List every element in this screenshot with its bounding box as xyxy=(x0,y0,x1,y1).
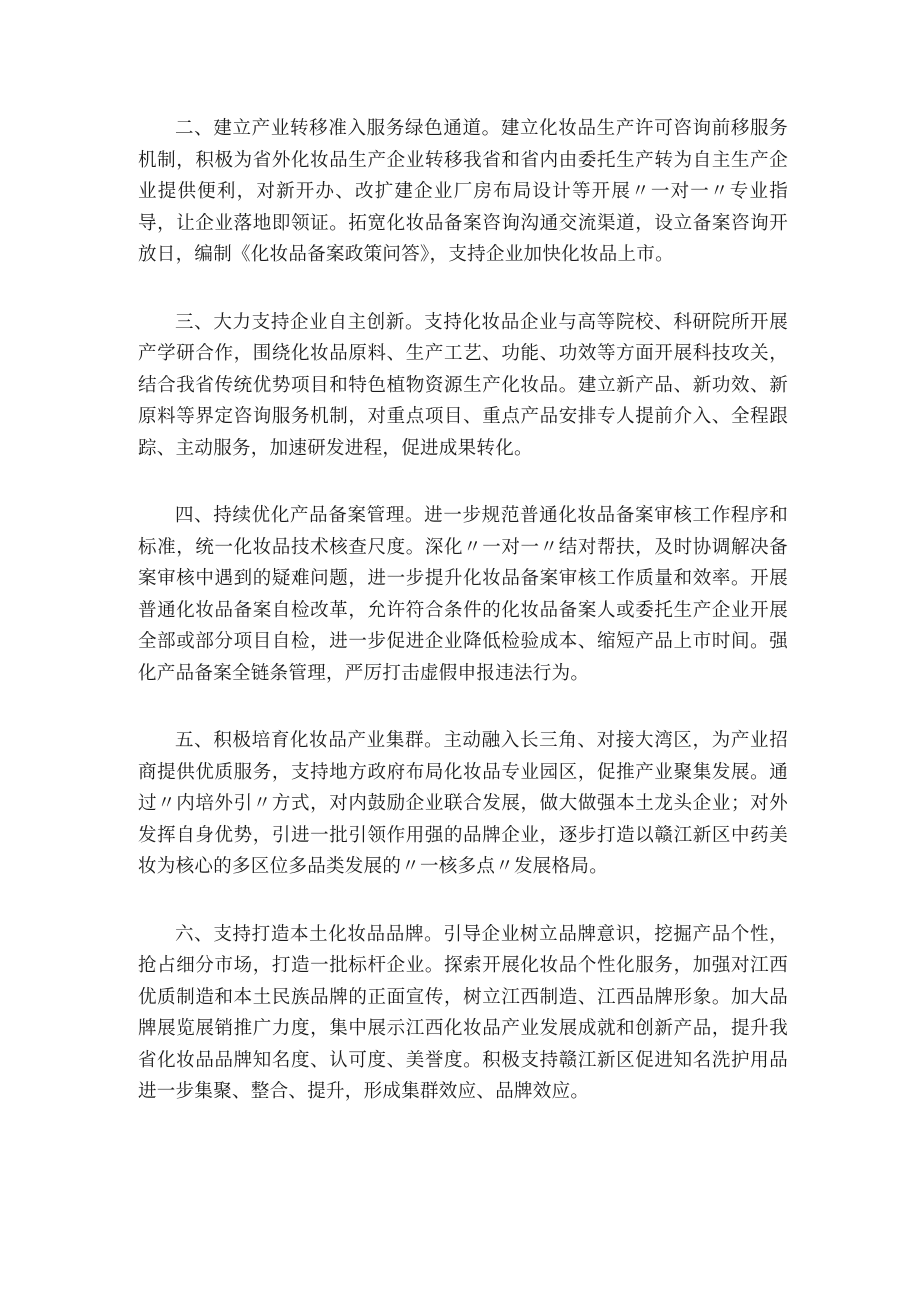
paragraph-local-brands: 六、支持打造本土化妆品品牌。引导企业树立品牌意识，挖掘产品个性，抢占细分市场，打造一批标杆企业。探索开展化妆品个性化服务，加强对江西优质制造和本土民族品牌的正面宣传，树立江西制造、江西品牌形象。加大品牌展览展销推广力度，集中展示江西化妆品产业发展成就和创新产品，提升我省化妆品品牌知名度、认可度、美誉度。积极支持赣江新区促进知名洗护用品进一步集聚、整合、提升，形成集群效应、品牌效应。 xyxy=(138,923,788,1102)
paragraph-green-channel: 二、建立产业转移准入服务绿色通道。建立化妆品生产许可咨询前移服务机制，积极为省外化妆品生产企业转移我省和省内由委托生产转为自主生产企业提供便利，对新开办、改扩建企业厂房布局设计等开展〃一对一〃专业指导，让企业落地即领证。拓宽化妆品备案咨询沟通交流渠道，设立备案咨询开放日，编制《化妆品备案政策问答》，支持企业加快化妆品上市。 xyxy=(138,118,788,265)
document-page xyxy=(138,113,788,1108)
paragraph-filing-management: 四、持续优化产品备案管理。进一步规范普通化妆品备案审核工作程序和标准，统一化妆品技术核查尺度。深化〃一对一〃结对帮扶，及时协调解决备案审核中遇到的疑难问题，进一步提升化妆品备案审核工作质量和效率。开展普通化妆品备案自检改革，允许符合条件的化妆品备案人或委托生产企业开展全部或部分项目自检，进一步促进企业降低检验成本、缩短产品上市时间。强化产品备案全链条管理，严厉打击虚假申报违法行为。 xyxy=(138,505,788,684)
paragraph-industry-cluster: 五、积极培育化妆品产业集群。主动融入长三角、对接大湾区，为产业招商提供优质服务，支持地方政府布局化妆品专业园区，促推产业聚集发展。通过〃内培外引〃方式，对内鼓励企业联合发展，做大做强本土龙头企业；对外发挥自身优势，引进一批引领作用强的品牌企业，逐步打造以赣江新区中药美妆为核心的多区位多品类发展的〃一核多点〃发展格局。 xyxy=(138,730,788,877)
paragraph-innovation: 三、大力支持企业自主创新。支持化妆品企业与高等院校、科研院所开展产学研合作，围绕化妆品原料、生产工艺、功能、功效等方面开展科技攻关，结合我省传统优势项目和特色植物资源生产化妆品。建立新产品、新功效、新原料等界定咨询服务机制，对重点项目、重点产品安排专人提前介入、全程跟踪、主动服务，加速研发进程，促进成果转化。 xyxy=(138,311,788,459)
